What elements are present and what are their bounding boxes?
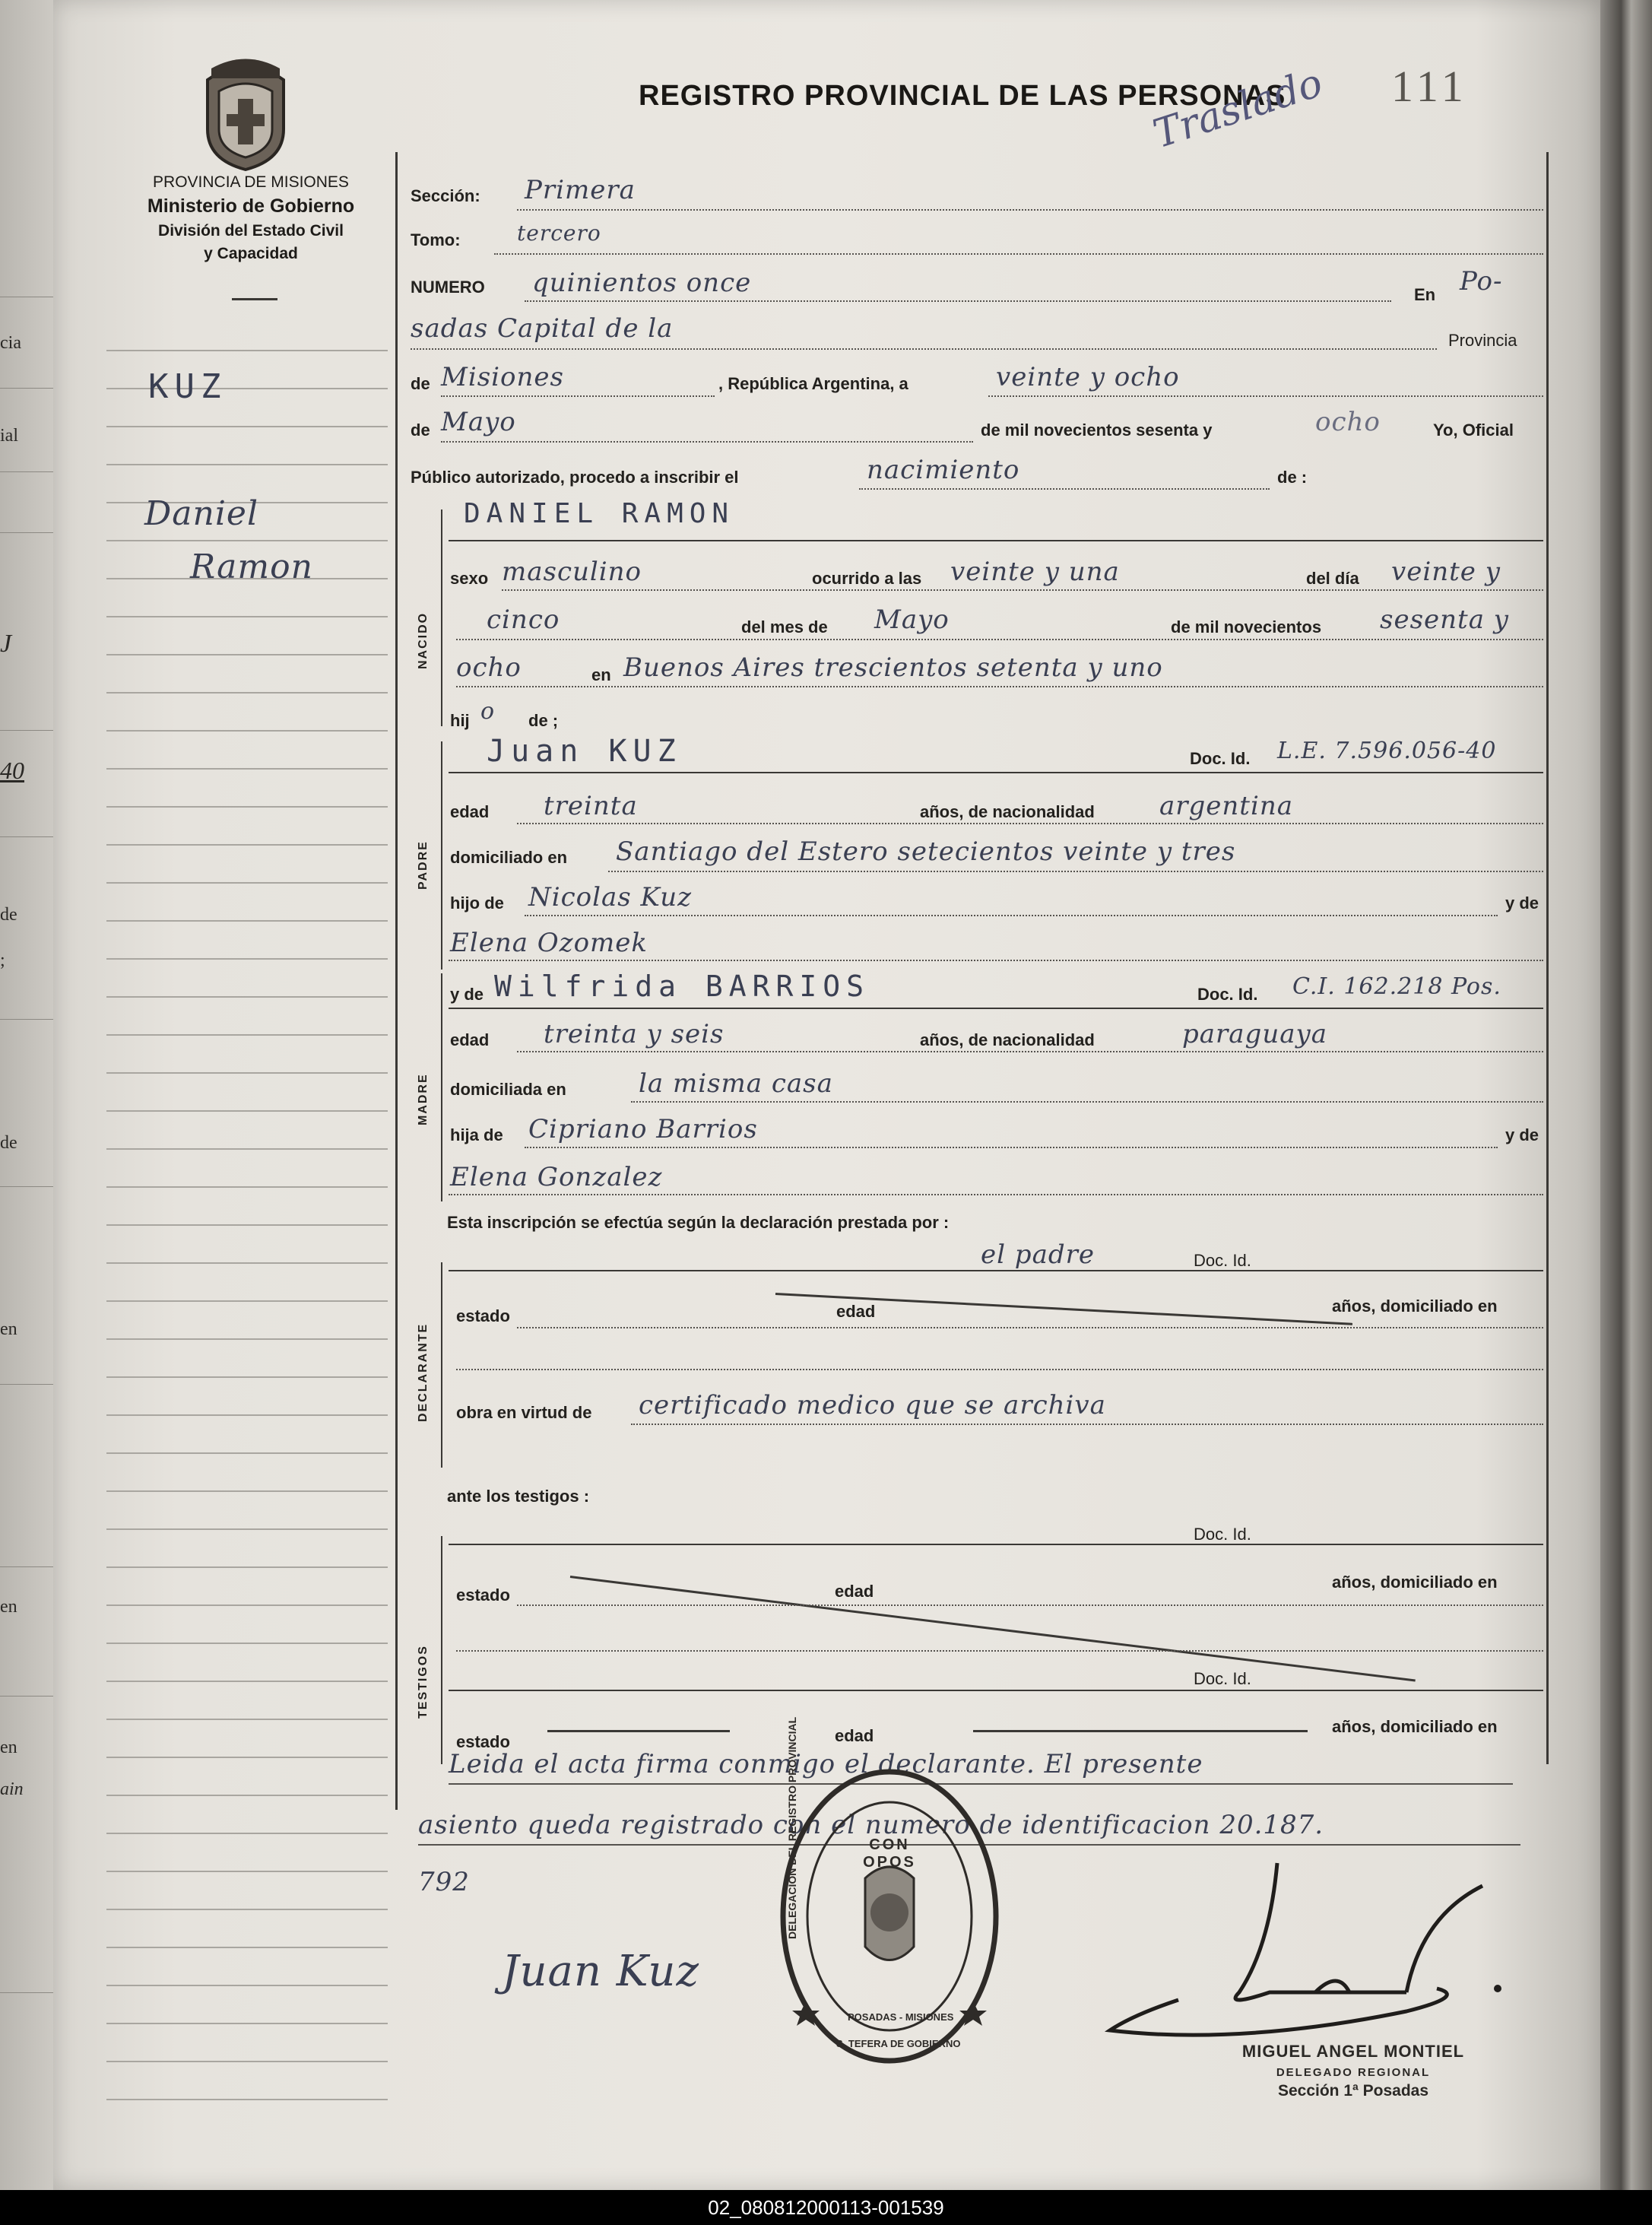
side-label-padre: PADRE bbox=[417, 840, 430, 890]
value-madre-doc: C.I. 162.218 Pos. bbox=[1292, 973, 1501, 1000]
label-publico: Público autorizado, procedo a inscribir el bbox=[411, 468, 739, 487]
office-division: División del Estado Civil bbox=[158, 222, 344, 240]
prev-fragment: en bbox=[0, 1319, 17, 1339]
padre-bracket bbox=[441, 741, 442, 970]
value-padre-dom: Santiago del Estero setecientos veinte y tres bbox=[616, 836, 1236, 867]
prev-fragment: de bbox=[0, 1133, 17, 1153]
label-yo-oficial: Yo, Oficial bbox=[1433, 421, 1514, 440]
label-declarante-estado: estado bbox=[456, 1306, 510, 1325]
value-lugar: Buenos Aires trescientos setenta y uno bbox=[623, 652, 1163, 683]
value-sexo: masculino bbox=[502, 557, 642, 587]
margin-surname: KUZ bbox=[148, 367, 227, 406]
value-padre-nac: argentina bbox=[1159, 791, 1294, 821]
page-title: REGISTRO PROVINCIAL DE LAS PERSONAS bbox=[639, 80, 1286, 112]
office-ministry: Ministerio de Gobierno bbox=[147, 195, 355, 217]
label-de-mes: de bbox=[411, 421, 430, 440]
declarant-signature: Juan Kuz bbox=[502, 1947, 699, 1996]
image-id: 02_080812000113-001539 bbox=[708, 2195, 944, 2219]
label-padre-doc: Doc. Id. bbox=[1190, 749, 1251, 768]
label-de-provincia: de bbox=[411, 374, 430, 393]
side-label-madre: MADRE bbox=[417, 1073, 430, 1125]
side-label-testigos: TESTIGOS bbox=[417, 1645, 430, 1719]
value-numero: quinientos once bbox=[532, 268, 752, 298]
label-declaracion: Esta inscripción se efectúa según la declaración prestada por : bbox=[447, 1213, 950, 1232]
prev-fragment: en bbox=[0, 1738, 17, 1757]
declarante-bracket bbox=[441, 1262, 442, 1468]
official-section: Sección 1ª Posadas bbox=[1277, 2082, 1429, 2100]
value-dia-2: cinco bbox=[487, 605, 560, 635]
side-label-nacido: NACIDO bbox=[417, 611, 430, 669]
label-padre-edad: edad bbox=[450, 802, 490, 821]
label-testigo2-anos: años, domiciliado en bbox=[1332, 1717, 1498, 1736]
label-testigo1-doc: Doc. Id. bbox=[1194, 1525, 1251, 1544]
label-madre-hija-de: hija de bbox=[450, 1125, 503, 1144]
label-de-colon: de : bbox=[1277, 468, 1308, 487]
frame-right-line bbox=[1546, 152, 1549, 1764]
value-acto: nacimiento bbox=[867, 455, 1020, 485]
note-line-1: Leida el acta firma conmigo el declarante. El presente bbox=[449, 1749, 1203, 1779]
label-testigo1-anos: años, domiciliado en bbox=[1332, 1573, 1498, 1592]
label-testigo2-estado: estado bbox=[456, 1732, 510, 1751]
office-divider bbox=[232, 298, 277, 300]
value-mes-fecha: Mayo bbox=[441, 407, 516, 437]
value-anio-1: sesenta y bbox=[1380, 605, 1509, 635]
value-mes: Mayo bbox=[874, 605, 950, 635]
value-padre-doc: L.E. 7.596.056-40 bbox=[1277, 738, 1497, 764]
label-seccion: Sección: bbox=[411, 186, 480, 205]
label-del-mes: del mes de bbox=[741, 617, 828, 636]
label-provincia: Provincia bbox=[1448, 331, 1517, 350]
value-dia-1: veinte y bbox=[1391, 557, 1501, 587]
label-numero: NUMERO bbox=[411, 278, 485, 297]
prev-fragment: 40 bbox=[0, 757, 24, 784]
label-padre-dom: domiciliado en bbox=[450, 848, 568, 867]
value-abuelo-m: Cipriano Barrios bbox=[528, 1114, 758, 1144]
margin-given-name-1: Daniel bbox=[144, 494, 259, 533]
value-dia-fecha: veinte y ocho bbox=[996, 362, 1180, 392]
label-testigos: ante los testigos : bbox=[447, 1487, 590, 1506]
value-en-2: sadas Capital de la bbox=[411, 313, 674, 344]
label-madre-nac: años, de nacionalidad bbox=[920, 1030, 1095, 1049]
label-declarante-doc: Doc. Id. bbox=[1194, 1251, 1251, 1270]
seal-ring-bottom: S. TEFERA DE GOBIERNO bbox=[836, 2038, 961, 2049]
testigo2-strike-long bbox=[973, 1730, 1308, 1732]
seal-center-text: CON OPOS bbox=[863, 1836, 916, 1871]
prev-fragment: ; bbox=[0, 951, 5, 970]
label-tomo: Tomo: bbox=[411, 230, 461, 249]
label-de-mil-sesenta: de mil novecientos sesenta y bbox=[981, 421, 1213, 440]
frame-left-line bbox=[395, 152, 398, 1810]
label-madre-y-de-2: y de bbox=[1505, 1125, 1539, 1144]
office-capacity: y Capacidad bbox=[204, 245, 298, 262]
value-abuelo-p: Nicolas Kuz bbox=[528, 882, 692, 913]
label-madre-dom: domiciliada en bbox=[450, 1080, 566, 1099]
official-role: DELEGADO REGIONAL bbox=[1276, 2066, 1431, 2079]
image-id-footer bbox=[0, 2190, 1652, 2225]
side-label-declarante: DECLARANTE bbox=[417, 1322, 430, 1422]
value-hora: veinte y una bbox=[950, 557, 1120, 587]
testigo2-strike-short bbox=[547, 1730, 730, 1732]
label-de-mil-novecientos: de mil novecientos bbox=[1171, 617, 1322, 636]
testigos-bracket bbox=[441, 1536, 442, 1764]
value-padre-nombre: Juan KUZ bbox=[487, 734, 682, 769]
value-nombre: DANIEL RAMON bbox=[464, 498, 735, 529]
label-en-lugar: en bbox=[591, 665, 611, 684]
value-padre-edad: treinta bbox=[544, 791, 638, 821]
prev-fragment: J bbox=[0, 630, 12, 658]
label-madre-edad: edad bbox=[450, 1030, 490, 1049]
label-obra: obra en virtud de bbox=[456, 1403, 592, 1422]
provincial-coat-of-arms-icon bbox=[196, 57, 295, 171]
prev-fragment: ial bbox=[0, 426, 18, 446]
note-line-2: asiento queda registrado con el numero de identificacion 20.187. bbox=[418, 1810, 1324, 1840]
value-provincia: Misiones bbox=[441, 362, 564, 392]
value-madre-nac: paraguaya bbox=[1182, 1019, 1327, 1049]
value-madre-dom: la misma casa bbox=[639, 1068, 833, 1099]
nacido-bracket bbox=[441, 509, 442, 726]
margin-column bbox=[106, 335, 395, 2129]
label-testigo1-edad: edad bbox=[835, 1582, 874, 1601]
label-madre-y-de: y de bbox=[450, 985, 484, 1004]
margin-given-name-2: Ramon bbox=[190, 548, 313, 586]
value-en-1: Po- bbox=[1460, 266, 1503, 297]
value-declarante: el padre bbox=[981, 1239, 1095, 1270]
label-declarante-edad: edad bbox=[836, 1302, 876, 1321]
value-madre-nombre: Wilfrida BARRIOS bbox=[494, 970, 870, 1003]
label-testigo2-edad: edad bbox=[835, 1726, 874, 1745]
traslado-annotation: Traslado bbox=[1148, 60, 1328, 158]
seal-ring-top: DELEGACION DEL REGISTRO PROVINCIAL bbox=[786, 1716, 798, 1939]
label-madre-doc: Doc. Id. bbox=[1197, 985, 1258, 1004]
official-signature-block bbox=[1209, 2042, 1498, 2100]
label-padre-nac: años, de nacionalidad bbox=[920, 802, 1095, 821]
value-abuela-p: Elena Ozomek bbox=[450, 928, 648, 958]
office-province: PROVINCIA DE MISIONES bbox=[153, 173, 349, 191]
label-testigo1-estado: estado bbox=[456, 1585, 510, 1604]
page-number: 111 bbox=[1391, 62, 1468, 111]
label-padre-hijo-de: hijo de bbox=[450, 893, 504, 913]
value-abuela-m: Elena Gonzalez bbox=[450, 1162, 663, 1192]
label-del-dia: del día bbox=[1306, 569, 1359, 588]
value-seccion: Primera bbox=[525, 175, 636, 205]
prev-fragment: ain bbox=[0, 1779, 24, 1799]
official-signature bbox=[1087, 1855, 1513, 2053]
note-line-3: 792 bbox=[418, 1867, 470, 1897]
value-madre-edad: treinta y seis bbox=[544, 1019, 725, 1049]
value-anio-2: ocho bbox=[456, 652, 522, 683]
prev-fragment: en bbox=[0, 1597, 17, 1617]
label-declarante-anos: años, domiciliado en bbox=[1332, 1297, 1498, 1316]
prev-fragment: de bbox=[0, 905, 17, 925]
official-name: MIGUEL ANGEL MONTIEL bbox=[1241, 2042, 1465, 2061]
seal-ring-side: POSADAS - MISIONES bbox=[848, 2011, 954, 2023]
label-padre-y-de: y de bbox=[1505, 893, 1539, 913]
label-testigo2-doc: Doc. Id. bbox=[1194, 1669, 1251, 1688]
book-binding-edge bbox=[1600, 0, 1652, 2190]
madre-bracket bbox=[441, 973, 442, 1201]
value-anio-fecha: ocho bbox=[1315, 407, 1381, 437]
label-hijo: hij bbox=[450, 711, 470, 730]
value-tomo: tercero bbox=[517, 221, 601, 246]
label-ocurrido: ocurrido a las bbox=[812, 569, 922, 588]
prev-fragment: cia bbox=[0, 333, 21, 353]
label-en: En bbox=[1414, 285, 1436, 304]
value-hijo-suffix: o bbox=[480, 698, 496, 725]
label-sexo: sexo bbox=[450, 569, 489, 588]
label-de-semicolon: de ; bbox=[528, 711, 559, 730]
label-republica: , República Argentina, a bbox=[718, 374, 908, 393]
value-obra: certificado medico que se archiva bbox=[639, 1390, 1106, 1420]
